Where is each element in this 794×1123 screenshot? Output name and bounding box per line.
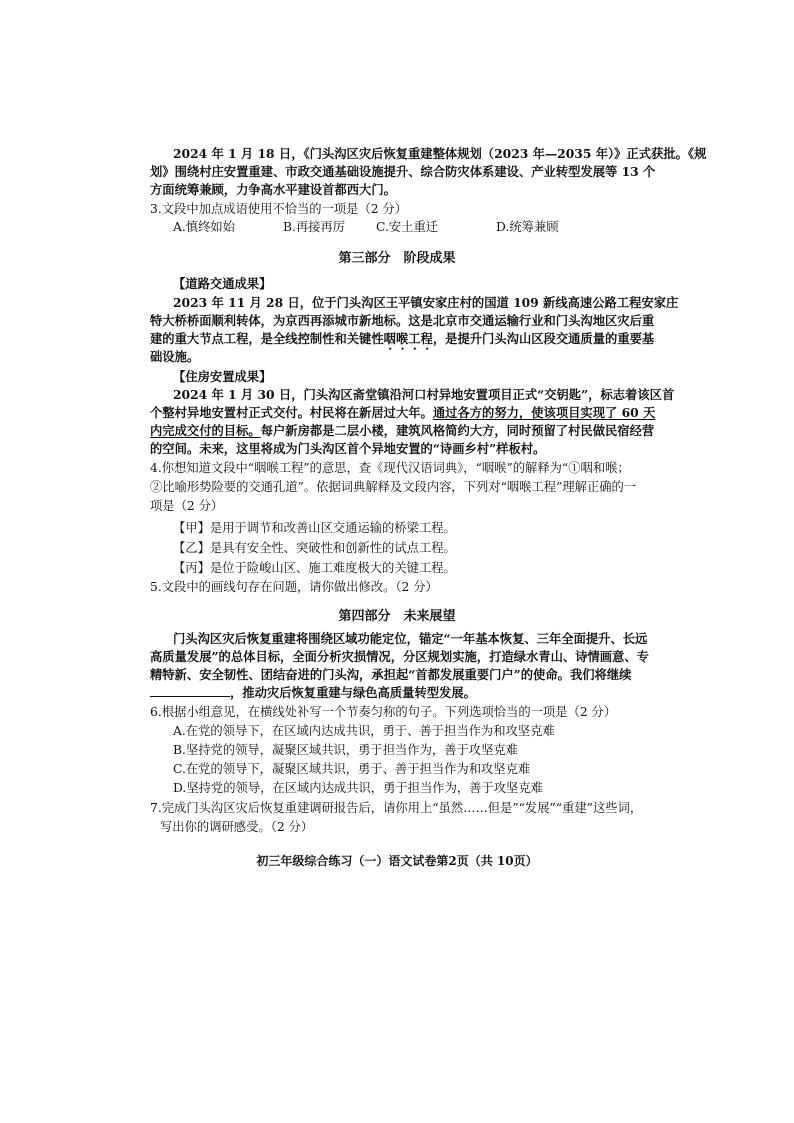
text-line bbox=[150, 684, 476, 702]
section-title-part4: 第四部分 未来展望 bbox=[338, 609, 456, 624]
section-header: 【道路交通成果】 bbox=[173, 276, 272, 291]
question-stem: 3.文段中加点成语使用不恰当的一项是（2 分） bbox=[150, 202, 408, 216]
option-a: A.慎终如始 bbox=[173, 220, 235, 234]
text-line: 的空间。未来，这里将成为门头沟区首个异地安置的“诗画乡村”样板村。 bbox=[150, 441, 546, 456]
text-line: 础设施。 bbox=[150, 349, 200, 364]
option-b: B.坚持党的领导，凝聚区域共识，勇于担当作为，善于攻坚克难 bbox=[173, 743, 518, 757]
text-line: 2024 年 1 月 18 日，《门头沟区灾后恢复重建整体规划（2023 年—2035 年）》正式获批。《规 bbox=[173, 146, 707, 161]
option-c: C.安土重迁 bbox=[376, 220, 439, 234]
section-title-part3: 第三部分 阶段成果 bbox=[338, 251, 456, 266]
text-line bbox=[150, 404, 655, 422]
option-b: B.再接再厉 bbox=[283, 220, 346, 234]
text-line: 精特新、安全韧性、团结奋进的门头沟，承担起“首都发展重要门户”的使命。我们将继续 bbox=[150, 667, 632, 682]
option-d: D.坚持党的领导，在区域内达成共识，勇于担当作为，善于攻坚克难 bbox=[173, 781, 543, 795]
question-stem: 4.你想知道文段中“咽喉工程”的意思，查《现代汉语词典》，“咽喉”的解释为“①咽和喉； bbox=[150, 461, 630, 475]
question-stem: 6.根据小组意见，在横线处补写一个节奏匀称的句子。下列选项恰当的一项是（2 分） bbox=[150, 705, 617, 719]
text-line: 高质量发展”的总体目标，全面分析灾损情况，分区规划实施，打造绿水青山、诗情画意、专 bbox=[150, 649, 649, 664]
underlined-sentence: 内完成交付的目标。 bbox=[150, 423, 261, 438]
option-d: D.统筹兼顾 bbox=[496, 220, 559, 234]
text-line bbox=[150, 330, 654, 353]
option-jia: 【甲】是用于调节和改善山区交通运输的桥梁工程。 bbox=[173, 521, 456, 535]
question-stem: ②比喻形势险要的交通孔道”。依据词典解释及文段内容，下列对“咽喉工程”理解正确的一 bbox=[150, 480, 637, 494]
text-line: 划》围绕村庄安置重建、市政交通基础设施提升、综合防灾体系建设、产业转型发展等 13 个 bbox=[150, 164, 656, 179]
question-stem: 项是（2 分） bbox=[150, 499, 224, 513]
question-5: 5.文段中的画线句存在问题，请你做出修改。（2 分） bbox=[150, 580, 438, 594]
text-line: 特大桥桥面顺利转体，为京西再添城市新地标。这是北京市交通运输行业和门头沟地区灾后重 bbox=[150, 313, 655, 328]
option-a: A.在党的领导下，在区域内达成共识，勇于、善于担当作为和攻坚克难 bbox=[173, 724, 555, 738]
text-segment: 建的重大节点工程，是全线控制性和关键性 bbox=[150, 331, 384, 346]
text-line bbox=[150, 422, 654, 440]
text-line: 2024 年 1 月 30 日，门头沟区斋堂镇沿河口村异地安置项目正式“交钥匙”，标志着该区首 bbox=[173, 387, 675, 402]
underlined-sentence: 通过各方的努力，使该项目实现了 60 天 bbox=[432, 405, 656, 420]
option-c: C.在党的领导下，凝聚区域共识，勇于、善于担当作为和攻坚克难 bbox=[173, 762, 531, 776]
fill-in-blank bbox=[150, 684, 230, 697]
page-footer: 初三年级综合练习（一）语文试卷第2页（共 10页） bbox=[256, 854, 538, 868]
option-yi: 【乙】是具有安全性、突破性和创新性的试点工程。 bbox=[173, 541, 456, 555]
dotted-term: 咽喉工程 bbox=[383, 331, 433, 346]
text-line: 2023 年 11 月 28 日，位于门头沟区王平镇安家庄村的国道 109 新线高速公路工程安家庄 bbox=[173, 295, 679, 310]
option-bing: 【丙】是位于险峻山区、施工难度极大的关键工程。 bbox=[173, 561, 456, 575]
text-line: 方面统筹兼顾，力争高水平建设首都西大门。 bbox=[150, 182, 396, 197]
section-header: 【住房安置成果】 bbox=[173, 369, 272, 384]
text-line: 门头沟区灾后恢复重建将围绕区域功能定位，锚定“一年基本恢复、三年全面提升、长远 bbox=[173, 631, 648, 646]
text-segment: 每户新房都是二层小楼，建筑风格简约大方，同时预留了村民做民宿经营 bbox=[260, 423, 655, 438]
text-segment: ，是提升门头沟山区段交通质量的重要基 bbox=[432, 331, 655, 346]
question-stem: 7.完成门头沟区灾后恢复重建调研报告后，请你用上“虽然……但是”“发展”“重建”这些词， bbox=[150, 801, 643, 815]
text-segment: ，推动灾后恢复重建与绿色高质量转型发展。 bbox=[230, 685, 476, 700]
question-stem: 写出你的调研感受。（2 分） bbox=[160, 820, 314, 834]
text-segment: 个整村异地安置村正式交付。村民将在新居过大年。 bbox=[150, 405, 433, 420]
